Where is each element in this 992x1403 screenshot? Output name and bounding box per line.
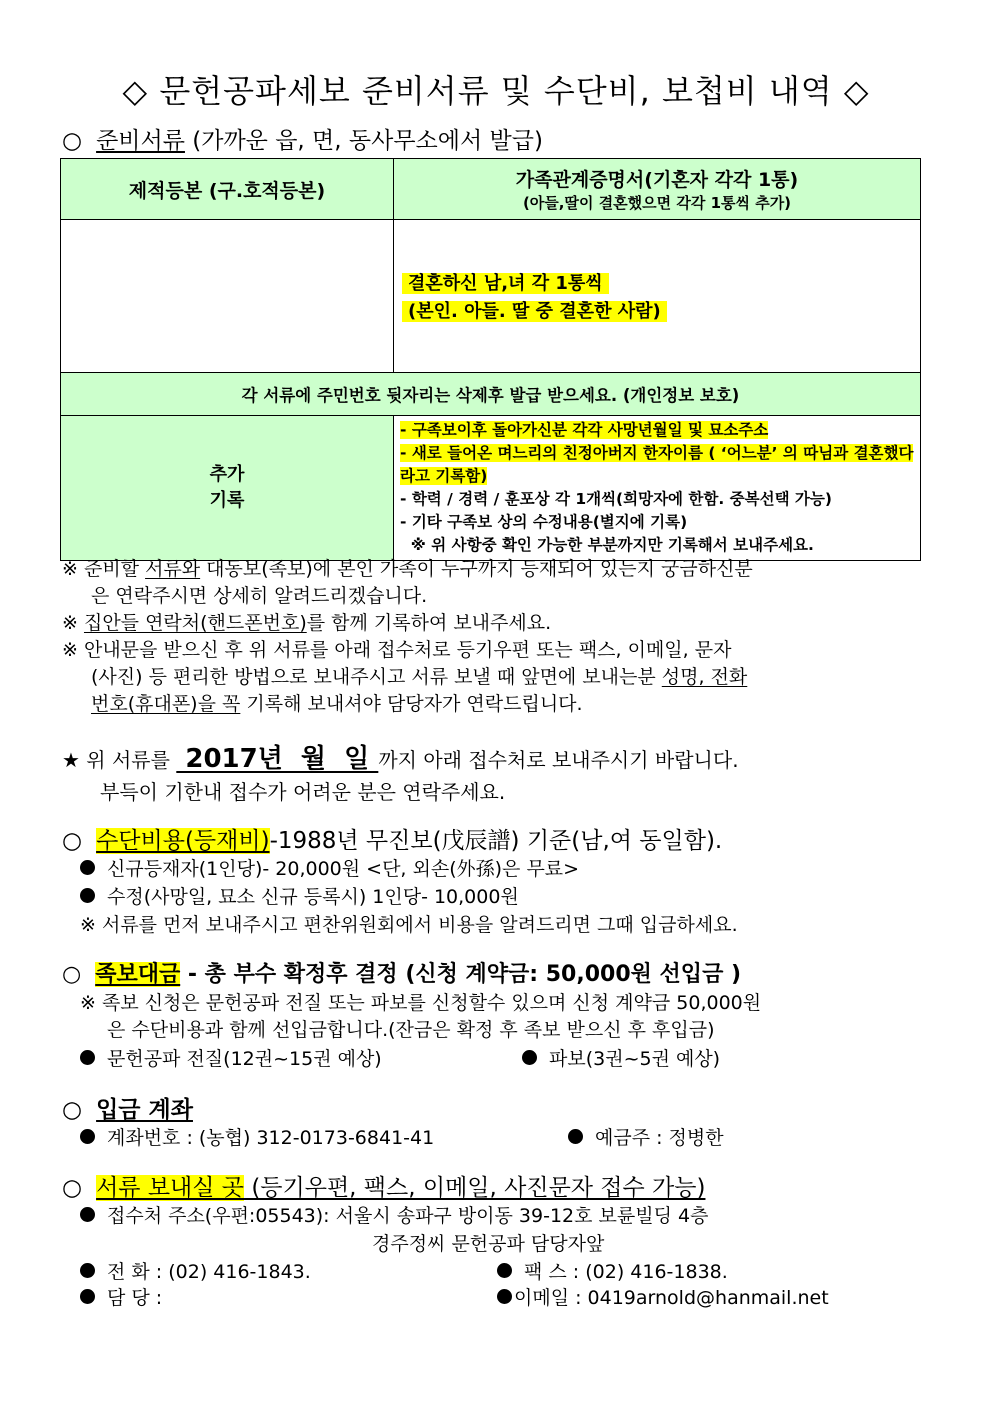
bullet-dot-icon — [80, 1289, 95, 1304]
account-label: 입금 계좌 — [96, 1097, 193, 1123]
star-icon: ★ — [62, 748, 80, 772]
bullet-dot-icon — [497, 1289, 512, 1304]
section-fee-heading: ○ 수단비용(등재비)-1988년 무진보(戊辰譜) 기준(남,여 동일함). — [62, 828, 723, 854]
deadline-date: 2017년 월 일 — [176, 744, 379, 774]
fee-note: ※ 서류를 먼저 보내주시고 편찬위원회에서 비용을 알려드리면 그때 입금하세요. — [80, 914, 738, 936]
send-recipient: 경주정씨 문헌공파 담당자앞 — [372, 1233, 605, 1255]
note-family-check: ※ 준비할 서류와 대동보(족보)에 본인 가족이 누구까지 등재되어 있는지 궁금하신분 은 연락주시면 상세히 알려드리겠습니다. — [62, 558, 753, 607]
required-docs-label: 준비서류 — [96, 128, 185, 154]
send-address: 접수처 주소(우편:05543): 서울시 송파구 방이동 39-12호 보륜빌딩 4층 — [80, 1201, 708, 1228]
list-item: - 새로 들어온 며느리의 친정아버지 한자이름 ( ‘어느분’ 의 따님과 결혼했다라고 기록함) — [400, 444, 914, 485]
book-branch-set: 파보(3권~5권 예상) — [522, 1044, 720, 1071]
bullet-dot-icon — [80, 860, 95, 875]
book-fee-label: 족보대금 — [95, 962, 181, 987]
table-notice-row: 각 서류에 주민번호 뒷자리는 삭제후 발급 받으세요. (개인정보 보호) — [61, 373, 921, 416]
documents-table — [60, 158, 921, 561]
book-fee-note: ※ 족보 신청은 문헌공파 전질 또는 파보를 신청할수 있으며 신청 계약금 50,000원 은 수단비용과 함께 선입금합니다.(잔금은 확정 후 족보 받으신 후 후입금) — [80, 992, 762, 1041]
bullet-dot-icon — [80, 888, 95, 903]
account-holder: 예금주 : 정병한 — [568, 1123, 724, 1150]
section-required-docs-heading — [62, 122, 543, 155]
circle-bullet-icon: ○ — [62, 828, 83, 854]
send-person: 담 당 : — [80, 1283, 162, 1310]
table-header-removal-record: 제적등본 (구.호적등본) — [61, 159, 394, 220]
bullet-dot-icon — [80, 1207, 95, 1222]
circle-bullet-icon: ○ — [62, 962, 82, 987]
circle-bullet-icon: ○ — [62, 1175, 83, 1201]
account-number: 계좌번호 : (농협) 312-0173-6841-41 — [80, 1123, 434, 1150]
section-account-heading — [62, 1091, 193, 1124]
table-additional-list — [394, 416, 921, 561]
married-line-1: 결혼하신 남,녀 각 1통씩 — [402, 273, 609, 294]
note-contacts: ※ 집안들 연락처(핸드폰번호)를 함께 기록하여 보내주세요. — [62, 612, 552, 634]
list-item: - 구족보이후 돌아가신분 각각 사망년월일 및 묘소주소 — [400, 421, 769, 439]
send-phone: 전 화 : (02) 416-1843. — [80, 1257, 311, 1284]
book-full-set: 문헌공파 전질(12권~15권 예상) — [80, 1044, 382, 1071]
section-send-heading: ○ 서류 보내실 곳 (등기우편, 팩스, 이메일, 사진문자 접수 가능) — [62, 1175, 706, 1201]
fee-new-registrant: 신규등재자(1인당)- 20,000원 <단, 외손(外孫)은 무료> — [80, 854, 579, 881]
required-docs-note: (가까운 읍, 면, 동사무소에서 발급) — [184, 128, 543, 154]
section-book-fee-heading: ○ 족보대금 - 총 부수 확정후 결정 (신청 계약금: 50,000원 선입금 ) — [62, 962, 742, 987]
fee-label: 수단비용(등재비) — [96, 828, 270, 854]
deadline-note: 부득이 기한내 접수가 어려운 분은 연락주세요. — [100, 780, 506, 804]
deadline-line: ★ 위 서류를 2017년 월 일 까지 아래 접수처로 보내주시기 바랍니다. — [62, 744, 739, 774]
circle-bullet-icon: ○ — [62, 128, 83, 154]
table-cell-empty — [61, 220, 394, 373]
bullet-dot-icon — [497, 1263, 512, 1278]
send-label: 서류 보내실 곳 — [96, 1175, 245, 1201]
list-item: ※ 위 사항중 확인 가능한 부분까지만 기록해서 보내주세요. — [400, 536, 814, 554]
page-title: ◇ 문헌공파세보 준비서류 및 수단비, 보첩비 내역 ◇ — [122, 72, 870, 110]
send-email: 이메일 : 0419arnold@hanmail.net — [497, 1283, 829, 1310]
married-line-2: (본인. 아들. 딸 중 결혼한 사람) — [402, 301, 667, 322]
table-cell-married-note — [394, 220, 921, 373]
circle-bullet-icon: ○ — [62, 1097, 83, 1123]
fee-modification: 수정(사망일, 묘소 신규 등록시) 1인당- 10,000원 — [80, 882, 519, 909]
table-additional-label: 추가 기록 — [61, 416, 394, 561]
list-item: - 학력 / 경력 / 훈포상 각 1개씩(희망자에 한함. 중복선택 가능) — [400, 490, 832, 508]
send-fax: 팩 스 : (02) 416-1838. — [497, 1257, 728, 1284]
note-how-to-send: ※ 안내문을 받으신 후 위 서류를 아래 접수처로 등기우편 또는 팩스, 이메일, 문자 (사진) 등 편리한 방법으로 보내주시고 서류 보낼 때 앞면에 보내는분 성명, 전화 번호(휴대폰)을 꼭 기록해 보내셔야 담당자가 연락드립니다. — [62, 639, 748, 715]
bullet-dot-icon — [80, 1050, 95, 1065]
bullet-dot-icon — [80, 1263, 95, 1278]
table-header-family-certificate: 가족관계증명서(기혼자 각각 1통) (아들,딸이 결혼했으면 각각 1통씩 추가) — [394, 159, 921, 220]
bullet-dot-icon — [522, 1050, 537, 1065]
list-item: - 기타 구족보 상의 수정내용(별지에 기록) — [400, 513, 688, 531]
bullet-dot-icon — [568, 1129, 583, 1144]
bullet-dot-icon — [80, 1129, 95, 1144]
